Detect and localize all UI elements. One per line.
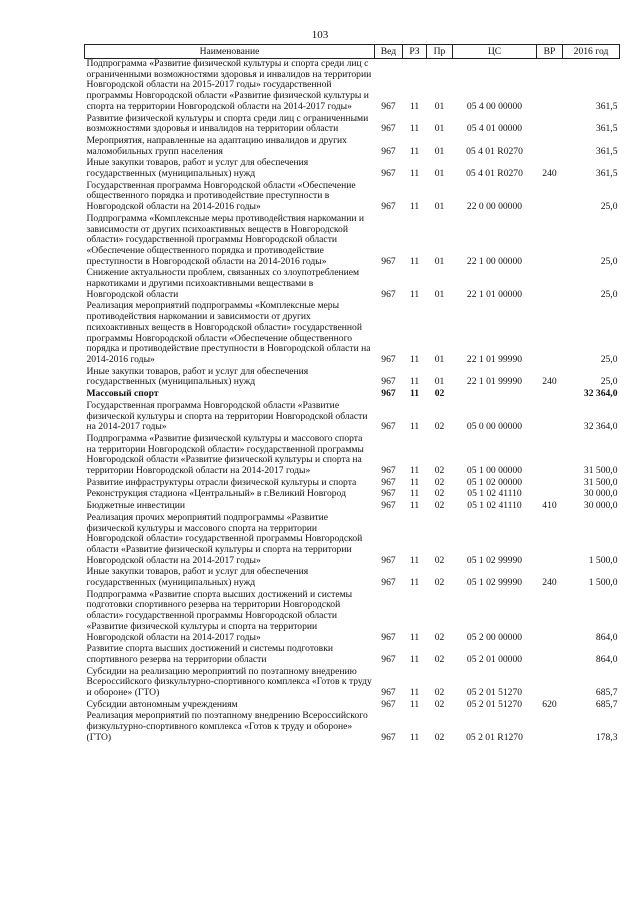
row-ved: 967 <box>381 488 396 500</box>
row-ved: 967 <box>381 476 396 488</box>
row-vr <box>537 59 563 114</box>
row-name: Бюджетные инвестиции <box>86 500 185 512</box>
row-vr <box>537 401 563 434</box>
row-cs: 05 1 02 00000 <box>466 476 523 488</box>
row-vr <box>537 478 563 490</box>
table-row <box>85 268 620 301</box>
page-number: 103 <box>311 29 329 41</box>
row-amount: 25,0 <box>600 353 618 365</box>
row-pr: 02 <box>434 500 445 512</box>
row-vr <box>537 667 563 700</box>
row-pr: 02 <box>434 731 445 743</box>
row-pr: 02 <box>434 421 445 433</box>
row-amount: 25,0 <box>600 201 618 213</box>
row-rz: 11 <box>409 577 420 589</box>
row-name: Субсидии автономным учреждениям <box>86 698 238 710</box>
row-ved: 967 <box>381 421 396 433</box>
row-rz: 11 <box>409 500 420 512</box>
row-ved: 967 <box>381 577 396 589</box>
table-row <box>85 711 620 744</box>
row-pr: 02 <box>434 554 445 566</box>
row-amount: 685,7 <box>595 698 618 710</box>
table-row <box>85 181 620 214</box>
row-name: Реализация мероприятий подпрограммы «Комплексные меры противодействия наркомании и зависимости от других психоактивных веществ в Новгородской области» государственной программы Новгородской области «Обеспечение общественного порядка и противодействие преступности в Новгородской области на 2014-2016 годы» <box>86 300 371 365</box>
row-vr: 240 <box>542 376 557 388</box>
row-rz: 11 <box>409 465 420 477</box>
header-rz: РЗ <box>403 45 427 59</box>
row-amount: 25,0 <box>600 255 618 267</box>
row-pr: 01 <box>434 353 445 365</box>
row-vr <box>537 590 563 645</box>
row-amount: 31 500,0 <box>583 465 618 477</box>
row-cs: 22 1 01 00000 <box>466 288 523 300</box>
row-ved: 967 <box>381 353 396 365</box>
row-ved: 967 <box>381 168 396 180</box>
row-vr <box>537 214 563 269</box>
row-rz: 11 <box>409 476 420 488</box>
row-rz: 11 <box>409 255 420 267</box>
row-cs: 05 1 00 00000 <box>466 465 523 477</box>
row-amount: 864,0 <box>595 653 618 665</box>
row-vr <box>537 434 563 478</box>
header-ved: Вед <box>375 45 403 59</box>
header-name: Наименование <box>85 45 375 59</box>
table-header-row <box>85 45 620 59</box>
row-pr: 02 <box>434 698 445 710</box>
row-ved: 967 <box>381 500 396 512</box>
row-cs: 22 0 00 00000 <box>466 201 523 213</box>
row-cs: 22 1 01 99990 <box>466 376 523 388</box>
row-rz: 11 <box>409 554 420 566</box>
row-name: Иные закупки товаров, работ и услуг для обеспечения государственных (муниципальных) нужд <box>86 157 309 180</box>
row-name: Подпрограмма «Развитие спорта высших достижений и системы подготовки спортивного резерва на территории Новгородской области» государственной программы Новгородской области «Развитие физической культуры и спорта на территории Новгородской области на 2014-2017 годы» <box>86 588 353 643</box>
row-pr: 01 <box>434 145 445 157</box>
header-cs: ЦС <box>453 45 537 59</box>
row-ved: 967 <box>381 255 396 267</box>
row-vr: 620 <box>542 698 557 710</box>
row-cs: 05 4 00 00000 <box>466 100 523 112</box>
row-ved: 967 <box>381 554 396 566</box>
table-row <box>85 644 620 666</box>
table-row <box>85 367 620 389</box>
row-rz: 11 <box>409 421 420 433</box>
table-row <box>85 301 620 366</box>
row-ved: 967 <box>381 388 396 400</box>
header-pr: Пр <box>427 45 453 59</box>
row-ved: 967 <box>381 123 396 135</box>
row-name: Иные закупки товаров, работ и услуг для обеспечения государственных (муниципальных) нужд <box>86 566 309 589</box>
budget-table <box>84 44 620 745</box>
row-rz: 11 <box>409 687 420 699</box>
row-ved: 967 <box>381 653 396 665</box>
row-vr <box>537 268 563 301</box>
row-cs <box>453 389 537 401</box>
row-amount: 25,0 <box>600 288 618 300</box>
row-ved: 967 <box>381 631 396 643</box>
row-pr: 01 <box>434 100 445 112</box>
row-ved: 967 <box>381 698 396 710</box>
row-vr <box>537 301 563 366</box>
row-rz: 11 <box>409 201 420 213</box>
table-row <box>85 158 620 180</box>
row-cs: 05 2 01 00000 <box>466 653 523 665</box>
row-cs: 05 4 01 R0270 <box>466 145 523 157</box>
row-rz: 11 <box>409 123 420 135</box>
row-pr: 01 <box>434 288 445 300</box>
row-vr <box>537 136 563 158</box>
row-pr: 02 <box>434 577 445 589</box>
row-amount: 178,3 <box>595 731 618 743</box>
row-rz: 11 <box>409 376 420 388</box>
row-amount: 31 500,0 <box>583 476 618 488</box>
row-pr: 01 <box>434 123 445 135</box>
row-cs: 05 4 01 R0270 <box>466 168 523 180</box>
row-name: Субсидии на реализацию мероприятий по поэтапному внедрению Всероссийского физкультурно-спортивного комплекса «Готов к труду и обороне» (ГТО) <box>86 665 372 699</box>
row-ved: 967 <box>381 288 396 300</box>
table-row <box>85 114 620 136</box>
row-rz: 11 <box>409 488 420 500</box>
row-amount: 1 500,0 <box>588 577 618 589</box>
row-cs: 22 1 01 99990 <box>466 353 523 365</box>
table-row <box>85 401 620 434</box>
table-row <box>85 136 620 158</box>
row-amount: 361,5 <box>595 100 618 112</box>
row-name: Реализация прочих мероприятий подпрограммы «Развитие физической культуры и массового спорта на территории Новгородской области» государственной программы Новгородской области «Развитие физической культуры и спорта на территории Новгородской области на 2014-2017 годы» <box>86 511 363 566</box>
row-ved: 967 <box>381 100 396 112</box>
row-vr <box>537 114 563 136</box>
row-pr: 02 <box>434 653 445 665</box>
row-cs: 05 4 01 00000 <box>466 123 523 135</box>
row-amount: 361,5 <box>595 123 618 135</box>
row-cs: 05 0 00 00000 <box>466 421 523 433</box>
row-amount: 25,0 <box>600 376 618 388</box>
row-rz: 11 <box>409 353 420 365</box>
row-ved: 967 <box>381 465 396 477</box>
row-amount: 685,7 <box>595 687 618 699</box>
row-ved: 967 <box>381 145 396 157</box>
row-vr <box>537 181 563 214</box>
row-vr: 240 <box>542 577 557 589</box>
row-vr: 240 <box>542 168 557 180</box>
table-row <box>85 214 620 269</box>
row-pr: 02 <box>434 687 445 699</box>
row-rz: 11 <box>409 388 420 400</box>
row-pr: 01 <box>434 168 445 180</box>
row-rz: 11 <box>409 698 420 710</box>
table-body <box>85 59 620 745</box>
row-ved: 967 <box>381 201 396 213</box>
row-name: Развитие физической культуры и спорта среди лиц с ограниченными возможностями здоровья и инвалидов на территории области <box>86 112 369 135</box>
row-vr <box>537 711 563 744</box>
row-name: Массовый спорт <box>86 388 159 400</box>
row-pr: 01 <box>434 201 445 213</box>
row-cs: 05 1 02 41110 <box>467 488 522 500</box>
row-amount: 30 000,0 <box>583 500 618 512</box>
row-ved: 967 <box>381 687 396 699</box>
row-cs: 05 2 01 51270 <box>466 698 523 710</box>
row-name: Развитие спорта высших достижений и системы подготовки спортивного резерва на территории области <box>86 643 334 665</box>
row-rz: 11 <box>409 631 420 643</box>
row-cs: 05 1 02 99990 <box>466 577 523 589</box>
row-rz: 11 <box>409 653 420 665</box>
row-rz: 11 <box>409 168 420 180</box>
row-cs: 05 1 02 41110 <box>467 500 522 512</box>
row-pr: 02 <box>434 631 445 643</box>
row-cs: 05 2 01 51270 <box>466 687 523 699</box>
row-cs: 05 2 00 00000 <box>466 631 523 643</box>
row-name: Государственная программа Новгородской области «Обеспечение общественного порядка и противодействие преступности в Новгородской области на 2014-2016 годы» <box>86 179 356 213</box>
row-vr: 410 <box>542 500 557 512</box>
row-name: Реализация мероприятий по поэтапному внедрению Всероссийского физкультурно-спортивного комплекса «Готов к труду и обороне» (ГТО) <box>86 710 368 743</box>
row-ved: 967 <box>381 731 396 743</box>
row-amount: 32 364,0 <box>583 421 618 433</box>
row-amount: 361,5 <box>595 145 618 157</box>
header-vr: ВР <box>537 45 563 59</box>
row-pr: 02 <box>434 476 445 488</box>
row-amount: 30 000,0 <box>583 488 618 500</box>
row-amount: 864,0 <box>595 631 618 643</box>
row-rz: 11 <box>409 100 420 112</box>
table-row <box>85 513 620 568</box>
table-row <box>85 434 620 478</box>
row-amount: 32 364,0 <box>583 388 618 400</box>
table-row <box>85 567 620 589</box>
row-pr: 02 <box>434 465 445 477</box>
row-vr <box>537 513 563 568</box>
row-name: Иные закупки товаров, работ и услуг для обеспечения государственных (муниципальных) нужд <box>86 365 309 388</box>
row-name: Снижение актуальности проблем, связанных со злоупотреблением наркотиками и другими психоактивными веществами в Новгородской области <box>86 267 360 300</box>
row-name: Развитие инфраструктуры отрасли физической культуры и спорта <box>86 476 357 488</box>
row-pr: 01 <box>434 376 445 388</box>
row-pr: 02 <box>434 388 445 400</box>
table-row <box>85 590 620 645</box>
row-cs: 05 1 02 99990 <box>466 554 523 566</box>
row-amount: 361,5 <box>595 168 618 180</box>
row-cs: 22 1 00 00000 <box>466 255 523 267</box>
header-year: 2016 год <box>563 45 620 59</box>
table-row <box>85 59 620 114</box>
row-name: Реконструкция стадиона «Центральный» в г.Великий Новгород <box>86 488 346 500</box>
row-ved: 967 <box>381 376 396 388</box>
row-name: Подпрограмма «Развитие физической культуры и спорта среди лиц с ограниченными возможностями здоровья и инвалидов на территории Новгородской области на 2015-2017 годы» государственной программы Новгородской области «Развитие физической культуры и спорта на территории Новгородской области на 2014-2017 годы» <box>86 58 372 112</box>
row-pr: 01 <box>434 255 445 267</box>
row-name: Мероприятия, направленные на адаптацию инвалидов и других маломобильных групп населения <box>86 134 347 157</box>
row-pr: 02 <box>434 488 445 500</box>
row-vr <box>537 644 563 666</box>
row-vr <box>537 389 563 401</box>
table-row <box>85 667 620 700</box>
row-rz: 11 <box>409 731 420 743</box>
row-rz: 11 <box>409 145 420 157</box>
row-name: Подпрограмма «Развитие физической культуры и массового спорта на территории Новгородской области» государственной программы Новгородской области «Развитие физической культуры и спорта на территории Новгородской области на 2014-2017 годы» <box>86 432 364 477</box>
row-name: Государственная программа Новгородской области «Развитие физической культуры и спорта на территории Новгородской области на 2014-2017 годы» <box>86 399 368 433</box>
row-rz: 11 <box>409 288 420 300</box>
row-amount: 1 500,0 <box>588 554 618 566</box>
row-name: Подпрограмма «Комплексные меры противодействия наркомании и зависимости от других психоактивных веществ в Новгородской области» государственной программы Новгородской области «Обеспечение общественного порядка и противодействие преступности в Новгородской области на 2014-2016 годы» <box>86 212 365 267</box>
row-cs: 05 2 01 R1270 <box>466 731 523 743</box>
